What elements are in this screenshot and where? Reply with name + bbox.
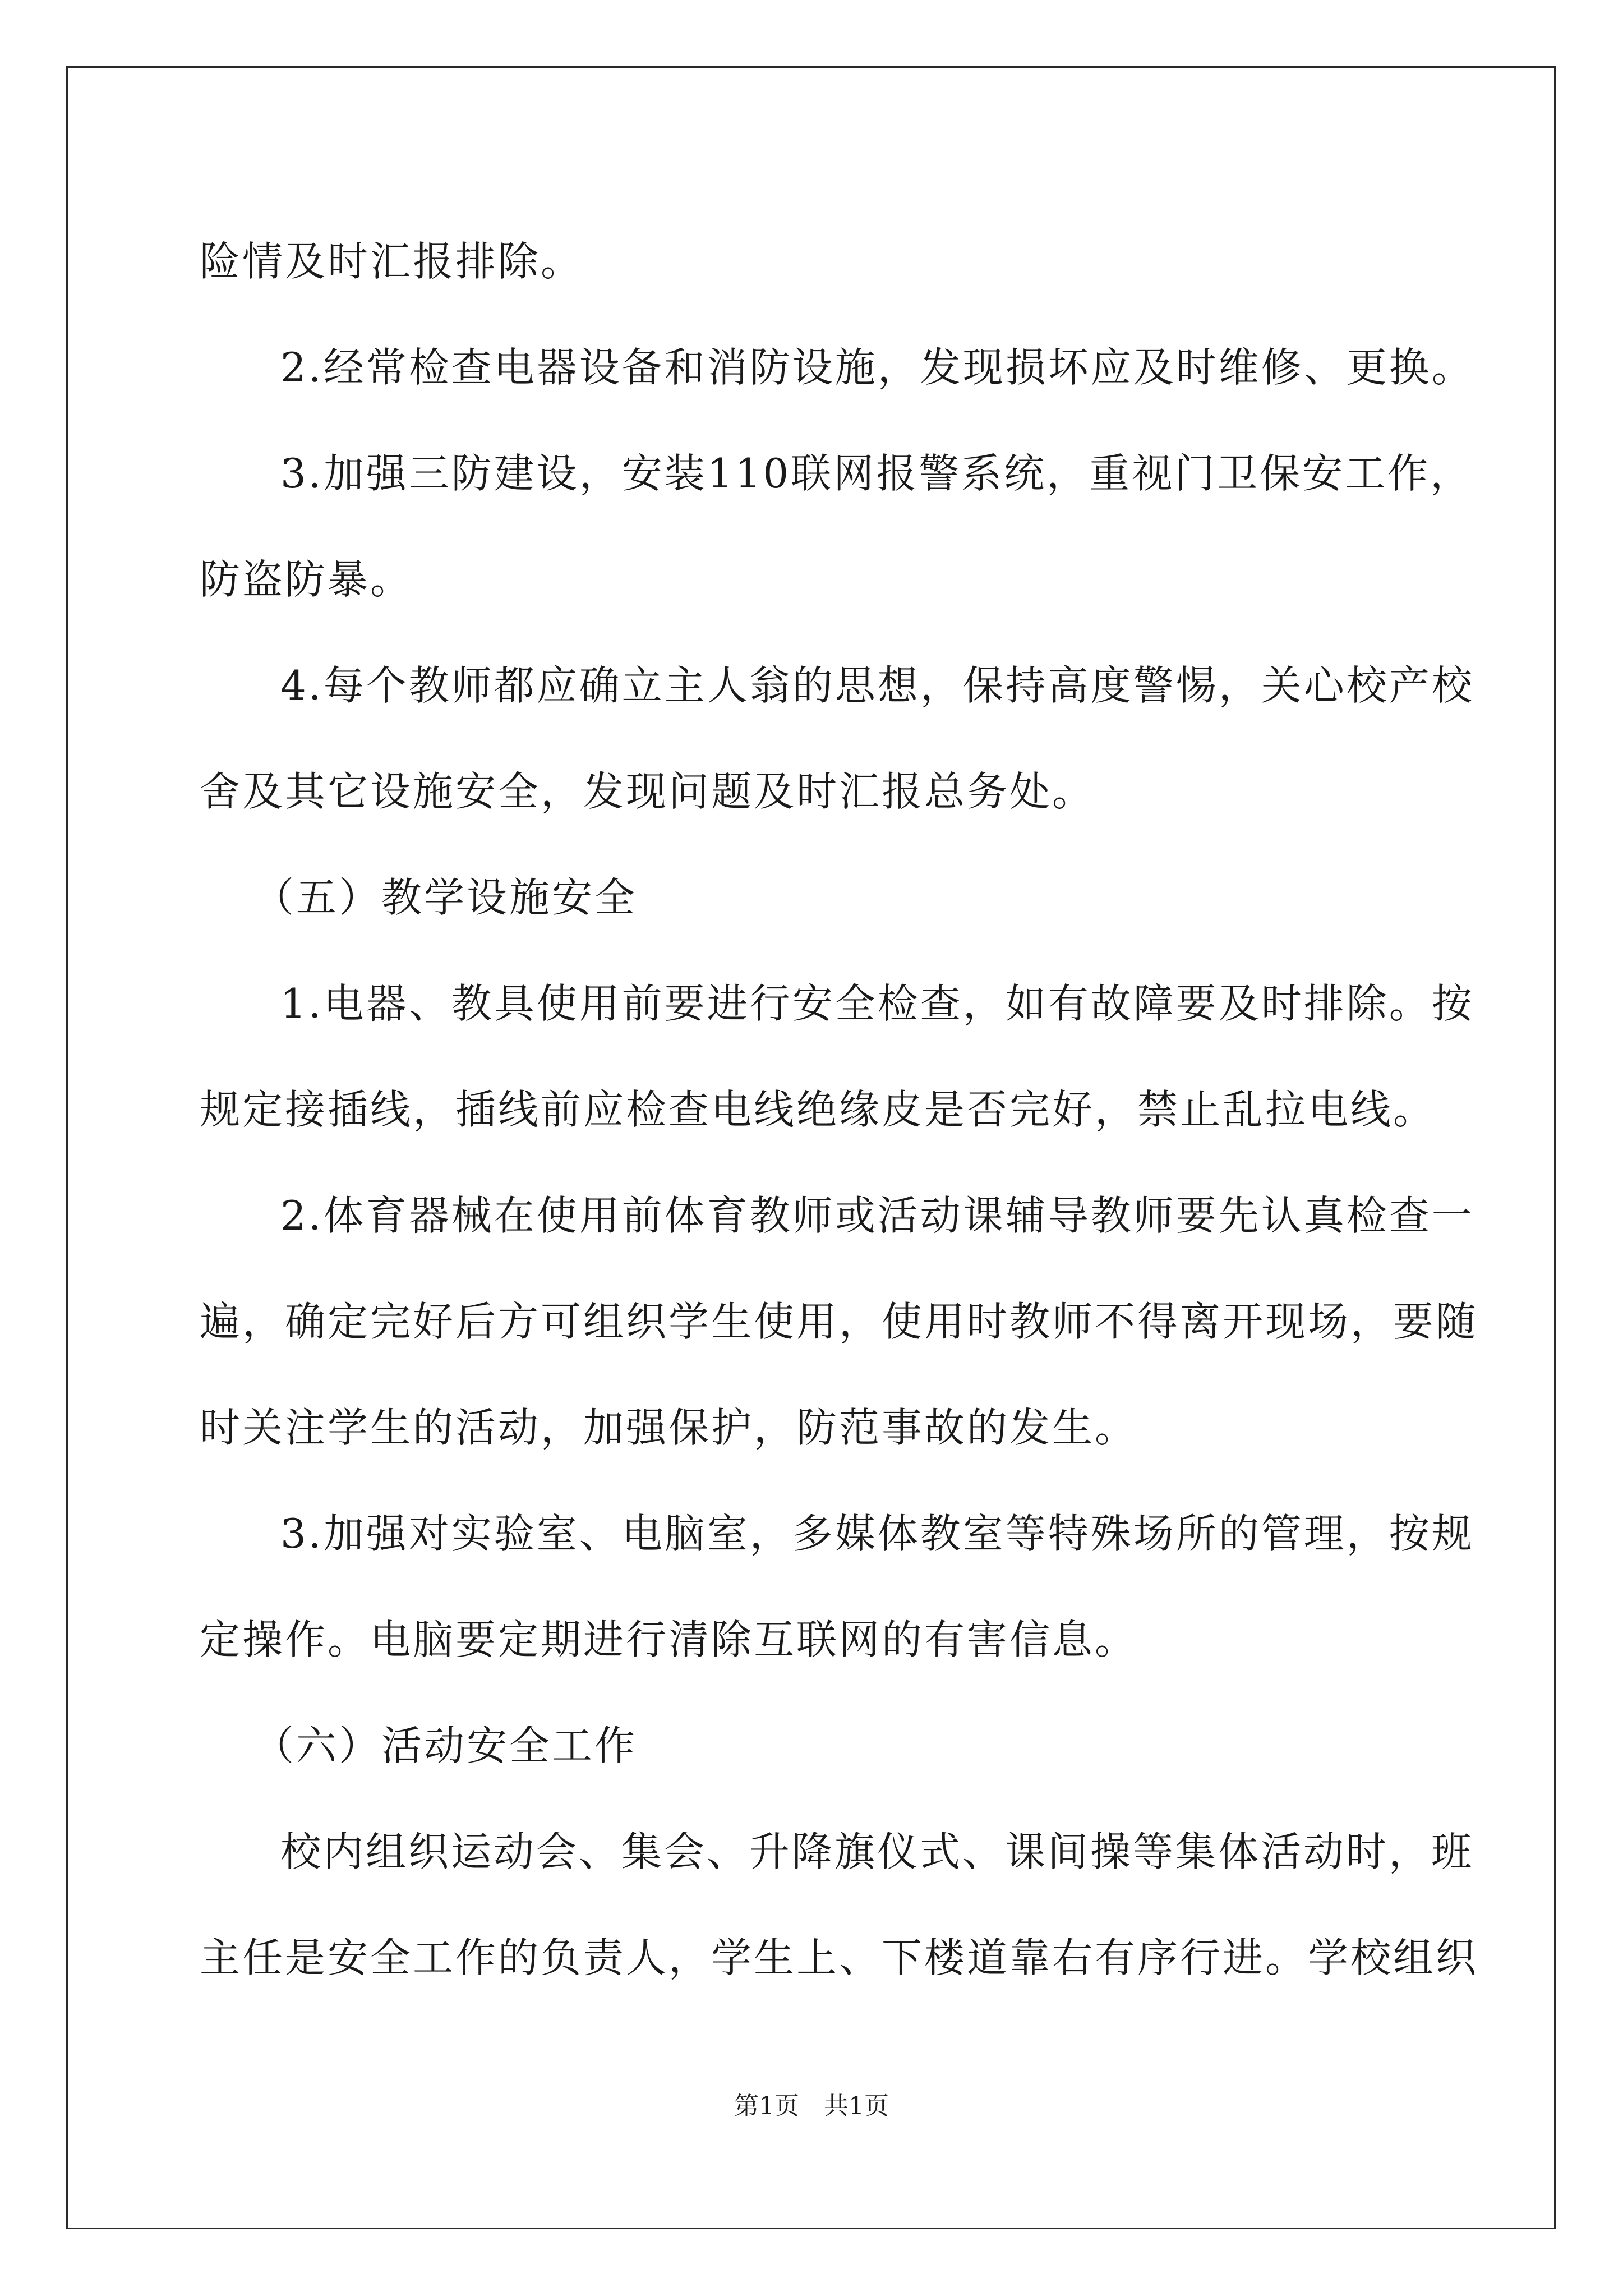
text-line: 定操作。电脑要定期进行清除互联网的有害信息。 [200,1616,1138,1663]
text-line: 校内组织运动会、集会、升降旗仪式、课间操等集体活动时，班 [280,1828,1474,1875]
text-line: 时关注学生的活动，加强保护，防范事故的发生。 [200,1404,1138,1451]
text-line: 2.经常检查电器设备和消防设施，发现损坏应及时维修、更换。 [280,344,1474,391]
section-heading: （五）教学设施安全 [253,874,638,921]
text-line: 险情及时汇报排除。 [200,238,584,285]
page-footer [0,2086,1623,2122]
text-line: 舍及其它设施安全，发现问题及时汇报总务处。 [200,768,1095,815]
text-line: 规定接插线，插线前应检查电线绝缘皮是否完好，禁止乱拉电线。 [200,1086,1436,1133]
document-body [200,209,1479,2011]
page-number-total: 共1页 [824,2092,889,2120]
text-line: 遍，确定完好后方可组织学生使用，使用时教师不得离开现场，要随 [200,1298,1479,1345]
text-line: 3.加强三防建设，安装110联网报警系统，重视门卫保安工作， [280,450,1473,497]
page-number-current: 第1页 [734,2092,799,2120]
text-line: 4.每个教师都应确立主人翁的思想，保持高度警惕，关心校产校 [280,662,1474,709]
text-line: 3.加强对实验室、电脑室，多媒体教室等特殊场所的管理，按规 [280,1510,1474,1557]
text-line: 2.体育器械在使用前体育教师或活动课辅导教师要先认真检查一 [280,1192,1474,1239]
section-heading: （六）活动安全工作 [253,1722,638,1769]
text-line: 防盗防暴。 [200,556,413,603]
text-line: 1.电器、教具使用前要进行安全检查，如有故障要及时排除。按 [280,980,1474,1027]
text-line: 主任是安全工作的负责人，学生上、下楼道靠右有序行进。学校组织 [200,1934,1479,1981]
